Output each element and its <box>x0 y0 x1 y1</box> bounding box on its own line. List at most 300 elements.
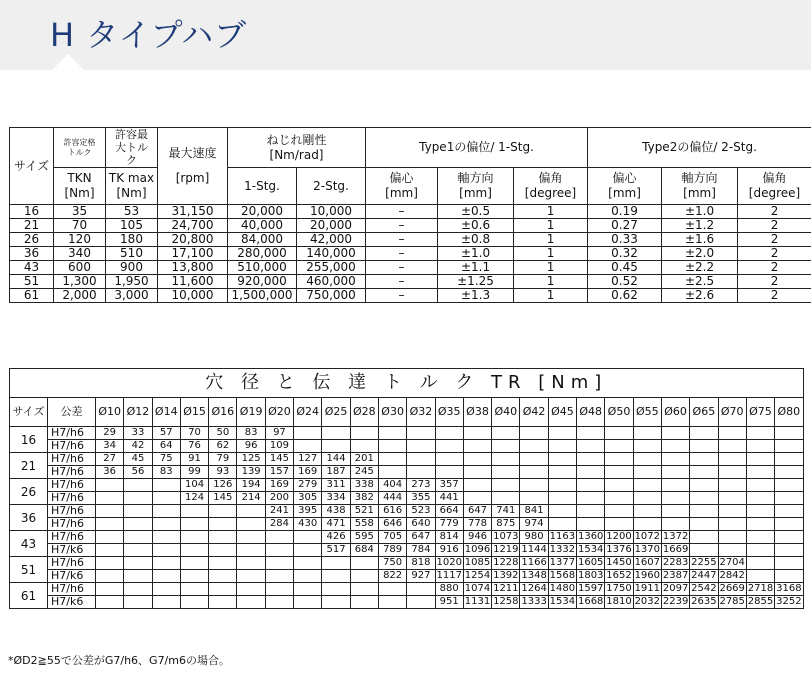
tolerance-cell: H7/h6 <box>48 479 96 492</box>
torque-value-cell <box>775 505 803 518</box>
torque-value-cell <box>180 531 208 544</box>
torque-value-cell: 93 <box>209 466 237 479</box>
torque-value-cell <box>237 518 265 531</box>
torque-value-cell: 1377 <box>549 557 576 568</box>
torque-value-cell: 1348 <box>521 570 547 581</box>
torque-value-cell <box>237 505 265 518</box>
torque-value-cell: 927 <box>407 570 435 583</box>
ecc-unit: [mm] <box>608 186 641 200</box>
torque-value-cell <box>690 453 718 466</box>
torque-value-cell: 2785 <box>719 596 745 607</box>
spec-cell: 0.19 <box>588 205 662 219</box>
torque-value-cell <box>718 518 746 531</box>
torque-value-cell: 139 <box>237 466 265 479</box>
spec-cell: 2 <box>738 205 811 219</box>
torque-value-cell: 438 <box>322 505 350 518</box>
diameter-header: Ø12 <box>124 398 152 427</box>
spec-cell: 0.52 <box>588 275 662 289</box>
spec-cell: ±0.8 <box>438 233 514 247</box>
spec-cell: 0.33 <box>588 233 662 247</box>
spec-header-tkn-sym <box>54 168 106 205</box>
torque-value-cell <box>124 544 152 557</box>
torque-value-cell <box>746 440 774 453</box>
torque-value-cell <box>520 479 548 492</box>
torque-value-cell <box>96 479 124 492</box>
torque-value-cell: 1534 <box>577 544 604 555</box>
torque-value-cell: 595 <box>350 531 378 544</box>
spec-header-tkmax <box>106 128 158 168</box>
torque-value-cell <box>435 453 463 466</box>
torque-value-cell: 426 <box>322 531 350 544</box>
torque-value-cell: 2387 <box>662 570 689 581</box>
spec-header-stiff-2: 2-Stg. <box>297 168 366 205</box>
torque-value-cell: 750 <box>378 557 406 570</box>
torque-value-cell: 1131 <box>464 596 491 607</box>
torque-value-cell <box>605 505 633 518</box>
spec-cell: 11,600 <box>158 275 228 289</box>
angle-unit: [degree] <box>748 186 801 200</box>
torque-value-cell <box>96 583 124 596</box>
torque-value-cell <box>690 544 718 557</box>
tolerance-cell: H7/h6 <box>48 440 96 453</box>
torque-value-cell <box>237 596 265 609</box>
diameter-header: Ø35 <box>435 398 463 427</box>
torque-value-cell <box>322 427 350 440</box>
torque-row <box>10 518 804 531</box>
spec-cell: 51 <box>10 275 54 289</box>
torque-value-cell: 42 <box>124 440 152 453</box>
torque-row <box>10 427 804 440</box>
torque-value-cell <box>492 479 520 492</box>
torque-value-cell <box>378 466 406 479</box>
spec-cell: 2 <box>738 247 811 261</box>
torque-value-cell: 1480 <box>549 583 576 594</box>
spec-cell: 35 <box>54 205 106 219</box>
torque-value-cell <box>463 479 491 492</box>
tkmax-label: 許容最大トルク <box>115 128 148 167</box>
torque-value-cell <box>152 596 180 609</box>
spec-cell: 2,000 <box>54 289 106 303</box>
torque-value-cell: 3252 <box>776 596 802 607</box>
torque-value-cell <box>407 583 435 596</box>
spec-cell: 2 <box>738 261 811 275</box>
torque-value-cell: 56 <box>124 466 152 479</box>
spec-cell: ±0.5 <box>438 205 514 219</box>
torque-value-cell: 145 <box>209 492 237 505</box>
torque-row <box>10 440 804 453</box>
spec-header-speed <box>158 128 228 205</box>
torque-value-cell <box>548 466 576 479</box>
torque-row <box>10 531 804 544</box>
torque-value-cell: 1117 <box>436 570 462 581</box>
torque-value-cell: 1597 <box>577 583 604 594</box>
torque-value-cell <box>605 518 633 531</box>
torque-value-cell <box>237 583 265 596</box>
torque-value-cell: 2669 <box>719 583 745 594</box>
torque-value-cell <box>294 427 322 440</box>
torque-value-cell <box>265 557 293 570</box>
torque-value-cell <box>746 492 774 505</box>
spec-cell: 340 <box>54 247 106 261</box>
torque-value-cell <box>690 466 718 479</box>
page-title: H タイプハブ <box>50 16 248 54</box>
torque-value-cell <box>407 596 435 609</box>
torque-value-cell: 273 <box>407 479 435 492</box>
torque-value-cell <box>633 440 661 453</box>
torque-value-cell <box>661 505 689 518</box>
ecc-unit: [mm] <box>385 186 418 200</box>
spec-cell: 31,150 <box>158 205 228 219</box>
torque-value-cell: 430 <box>294 518 322 531</box>
torque-value-cell <box>633 518 661 531</box>
diameter-header: Ø48 <box>577 398 605 427</box>
torque-value-cell <box>237 570 265 583</box>
spec-cell: 1 <box>514 205 588 219</box>
torque-value-cell <box>492 453 520 466</box>
torque-value-cell: 338 <box>350 479 378 492</box>
torque-value-cell <box>746 427 774 440</box>
spec-cell: 24,700 <box>158 219 228 233</box>
torque-value-cell <box>152 544 180 557</box>
torque-value-cell <box>633 479 661 492</box>
diameter-header: Ø15 <box>180 398 208 427</box>
torque-size-cell: 51 <box>10 557 48 583</box>
spec-cell: – <box>366 289 438 303</box>
torque-value-cell: 2842 <box>719 570 745 581</box>
spec-cell: 10,000 <box>158 289 228 303</box>
torque-value-cell <box>690 427 718 440</box>
spec-cell: 510 <box>106 247 158 261</box>
torque-value-cell <box>548 505 576 518</box>
torque-row <box>10 505 804 518</box>
torque-value-cell <box>746 570 774 583</box>
torque-value-cell: 841 <box>520 505 548 518</box>
torque-value-cell <box>180 544 208 557</box>
spec-cell: 3,000 <box>106 289 158 303</box>
torque-value-cell <box>265 570 293 583</box>
torque-value-cell <box>209 596 237 609</box>
spec-cell: ±1.0 <box>662 205 738 219</box>
torque-value-cell: 1360 <box>577 531 604 542</box>
torque-size-cell: 21 <box>10 453 48 479</box>
torque-value-cell <box>661 440 689 453</box>
torque-value-cell <box>746 466 774 479</box>
torque-value-cell <box>661 427 689 440</box>
torque-value-cell: 404 <box>378 479 406 492</box>
torque-value-cell <box>577 479 605 492</box>
tkn-unit: [Nm] <box>64 186 95 200</box>
torque-row <box>10 479 804 492</box>
tolerance-cell: H7/h6 <box>48 518 96 531</box>
spec-cell: ±2.5 <box>662 275 738 289</box>
torque-header-size: サイズ <box>10 398 48 427</box>
diameter-header: Ø28 <box>350 398 378 427</box>
torque-value-cell: 2447 <box>691 570 717 581</box>
torque-value-cell <box>407 453 435 466</box>
spec-cell: ±1.6 <box>662 233 738 247</box>
torque-value-cell: 75 <box>152 453 180 466</box>
diameter-header: Ø19 <box>237 398 265 427</box>
torque-row <box>10 544 804 557</box>
torque-value-cell: 34 <box>96 440 124 453</box>
torque-value-cell <box>746 544 774 557</box>
spec-cell: ±1.25 <box>438 275 514 289</box>
torque-value-cell: 70 <box>180 427 208 440</box>
spec-cell: 1 <box>514 275 588 289</box>
spec-cell: 1,950 <box>106 275 158 289</box>
diameter-header: Ø40 <box>492 398 520 427</box>
spec-cell: 900 <box>106 261 158 275</box>
spec-cell: 10,000 <box>297 205 366 219</box>
torque-value-cell: 279 <box>294 479 322 492</box>
spec-cell: 1 <box>514 261 588 275</box>
spec-cell: ±1.2 <box>662 219 738 233</box>
torque-value-cell <box>661 518 689 531</box>
torque-value-cell: 2704 <box>719 557 745 568</box>
torque-value-cell <box>180 518 208 531</box>
torque-value-cell <box>463 453 491 466</box>
torque-value-cell <box>265 531 293 544</box>
spec-cell: 105 <box>106 219 158 233</box>
spec-cell: – <box>366 233 438 247</box>
torque-value-cell <box>548 492 576 505</box>
torque-value-cell <box>124 557 152 570</box>
torque-value-cell <box>690 518 718 531</box>
torque-value-cell: 974 <box>520 518 548 531</box>
torque-value-cell <box>407 466 435 479</box>
torque-value-cell: 471 <box>322 518 350 531</box>
spec-cell: 84,000 <box>228 233 297 247</box>
diameter-header: Ø80 <box>775 398 803 427</box>
torque-table-body <box>10 427 804 609</box>
torque-value-cell <box>690 479 718 492</box>
spec-cell: ±2.0 <box>662 247 738 261</box>
torque-value-cell: 646 <box>378 518 406 531</box>
spec-cell: 280,000 <box>228 247 297 261</box>
torque-value-cell: 647 <box>463 505 491 518</box>
torque-value-cell <box>378 453 406 466</box>
torque-value-cell <box>492 492 520 505</box>
torque-value-cell: 1020 <box>436 557 462 568</box>
axial-label: 軸方向 <box>457 171 494 185</box>
tolerance-cell: H7/h6 <box>48 531 96 544</box>
torque-value-cell: 1911 <box>634 583 661 594</box>
torque-value-cell: 83 <box>237 427 265 440</box>
torque-value-cell: 951 <box>435 596 463 609</box>
torque-value-cell: 1200 <box>606 531 632 542</box>
torque-value-cell <box>435 466 463 479</box>
torque-value-cell <box>463 440 491 453</box>
torque-value-cell <box>96 544 124 557</box>
torque-value-cell <box>180 570 208 583</box>
torque-value-cell: 1605 <box>577 557 604 568</box>
spec-cell: – <box>366 205 438 219</box>
torque-value-cell <box>746 453 774 466</box>
spec-cell: 61 <box>10 289 54 303</box>
torque-value-cell <box>124 596 152 609</box>
torque-value-cell <box>492 440 520 453</box>
torque-value-cell <box>96 505 124 518</box>
torque-value-cell: 62 <box>209 440 237 453</box>
torque-value-cell: 880 <box>435 583 463 596</box>
torque-value-cell <box>96 596 124 609</box>
torque-value-cell: 1607 <box>634 557 661 568</box>
torque-value-cell: 83 <box>152 466 180 479</box>
spec-row <box>10 261 811 275</box>
torque-value-cell: 3168 <box>776 583 802 594</box>
spec-cell: 0.32 <box>588 247 662 261</box>
torque-value-cell <box>605 466 633 479</box>
torque-size-cell: 16 <box>10 427 48 453</box>
torque-value-cell <box>746 557 774 570</box>
torque-value-cell <box>435 440 463 453</box>
torque-value-cell: 684 <box>350 544 378 557</box>
torque-value-cell <box>690 505 718 518</box>
torque-value-cell: 99 <box>180 466 208 479</box>
torque-value-cell <box>180 557 208 570</box>
torque-value-cell <box>577 427 605 440</box>
torque-value-cell <box>605 427 633 440</box>
torque-value-cell: 784 <box>407 544 435 557</box>
torque-value-cell <box>718 427 746 440</box>
torque-value-cell <box>746 531 774 544</box>
torque-value-cell: 789 <box>378 544 406 557</box>
torque-value-cell: 2255 <box>691 557 717 568</box>
torque-value-cell: 778 <box>463 518 491 531</box>
tolerance-cell: H7/k6 <box>48 544 96 557</box>
ecc-label: 偏心 <box>389 171 414 185</box>
torque-value-cell <box>520 427 548 440</box>
torque-value-cell <box>577 492 605 505</box>
torque-value-cell: 1228 <box>493 557 519 568</box>
torque-value-cell: 1144 <box>521 544 547 555</box>
torque-row <box>10 570 804 583</box>
torque-value-cell <box>520 466 548 479</box>
torque-value-cell <box>520 453 548 466</box>
torque-value-cell <box>322 557 350 570</box>
torque-value-cell <box>294 596 322 609</box>
torque-value-cell <box>718 479 746 492</box>
torque-value-cell <box>775 466 803 479</box>
spec-header-stiff-1: 1-Stg. <box>228 168 297 205</box>
spec-header-tkmax-sym <box>106 168 158 205</box>
diameter-header: Ø38 <box>463 398 491 427</box>
torque-value-cell: 50 <box>209 427 237 440</box>
diameter-header: Ø30 <box>378 398 406 427</box>
spec-cell: 70 <box>54 219 106 233</box>
torque-value-cell: 818 <box>407 557 435 570</box>
torque-value-cell <box>96 570 124 583</box>
spec-cell: 600 <box>54 261 106 275</box>
torque-value-cell: 64 <box>152 440 180 453</box>
torque-value-cell: 2032 <box>634 596 661 607</box>
torque-value-cell: 144 <box>322 453 350 466</box>
torque-value-cell <box>633 427 661 440</box>
torque-value-cell: 187 <box>322 466 350 479</box>
torque-value-cell: 311 <box>322 479 350 492</box>
torque-value-cell <box>152 570 180 583</box>
torque-value-cell: 214 <box>237 492 265 505</box>
torque-value-cell <box>520 440 548 453</box>
tkn-label: 許容定格トルク <box>63 137 96 157</box>
diameter-header: Ø10 <box>96 398 124 427</box>
torque-value-cell: 664 <box>435 505 463 518</box>
diameter-header: Ø16 <box>209 398 237 427</box>
spec-header-angle-2 <box>738 168 811 205</box>
torque-value-cell: 822 <box>378 570 406 583</box>
torque-value-cell: 1803 <box>577 570 604 581</box>
torque-value-cell <box>746 505 774 518</box>
spec-cell: 43 <box>10 261 54 275</box>
spec-cell: ±2.6 <box>662 289 738 303</box>
torque-value-cell <box>435 427 463 440</box>
diameter-header: Ø42 <box>520 398 548 427</box>
torque-value-cell: 1085 <box>464 557 491 568</box>
torque-value-cell <box>548 453 576 466</box>
stiffness-label: ねじれ剛性 <box>266 132 327 147</box>
torque-value-cell <box>152 479 180 492</box>
torque-value-cell <box>690 531 718 544</box>
torque-value-cell: 1534 <box>549 596 576 607</box>
torque-value-cell <box>718 544 746 557</box>
torque-value-cell: 2239 <box>662 596 689 607</box>
torque-value-cell: 2283 <box>662 557 689 568</box>
spec-header-ecc-1 <box>366 168 438 205</box>
diameter-header: Ø45 <box>548 398 576 427</box>
torque-value-cell: 145 <box>265 453 293 466</box>
torque-value-cell <box>718 505 746 518</box>
torque-value-cell <box>152 557 180 570</box>
torque-value-cell: 125 <box>237 453 265 466</box>
spec-cell: 26 <box>10 233 54 247</box>
axial-unit: [mm] <box>683 186 716 200</box>
footnote: *ØD2≧55で公差がG7/h6、G7/m6の場合。 <box>8 654 230 667</box>
spec-cell: 180 <box>106 233 158 247</box>
torque-value-cell <box>209 557 237 570</box>
tolerance-cell: H7/k6 <box>48 570 96 583</box>
tkn-symbol: TKN <box>67 171 92 185</box>
torque-value-cell <box>294 570 322 583</box>
torque-value-cell: 1332 <box>549 544 576 555</box>
spec-header-size: サイズ <box>10 128 54 205</box>
torque-value-cell <box>775 453 803 466</box>
diameter-header: Ø65 <box>690 398 718 427</box>
torque-value-cell <box>605 492 633 505</box>
spec-cell: 1 <box>514 247 588 261</box>
torque-value-cell <box>577 518 605 531</box>
torque-value-cell: 705 <box>378 531 406 544</box>
torque-value-cell <box>548 440 576 453</box>
torque-value-cell <box>661 453 689 466</box>
torque-value-cell: 517 <box>322 544 350 557</box>
torque-size-cell: 43 <box>10 531 48 557</box>
torque-value-cell: 2097 <box>662 583 689 594</box>
torque-value-cell: 521 <box>350 505 378 518</box>
torque-value-cell <box>124 492 152 505</box>
spec-cell: – <box>366 219 438 233</box>
spec-header-type1: Type1の偏位/ 1-Stg. <box>366 128 588 168</box>
spec-header-angle-1 <box>514 168 588 205</box>
diameter-header: Ø70 <box>718 398 746 427</box>
torque-value-cell: 1254 <box>464 570 491 581</box>
torque-value-cell: 109 <box>265 440 293 453</box>
axial-unit: [mm] <box>459 186 492 200</box>
torque-value-cell <box>378 440 406 453</box>
torque-value-cell <box>265 544 293 557</box>
spec-row <box>10 275 811 289</box>
torque-table-title: 穴 径 と 伝 達 ト ル ク TR [Nm] <box>10 369 804 398</box>
diameter-header: Ø20 <box>265 398 293 427</box>
